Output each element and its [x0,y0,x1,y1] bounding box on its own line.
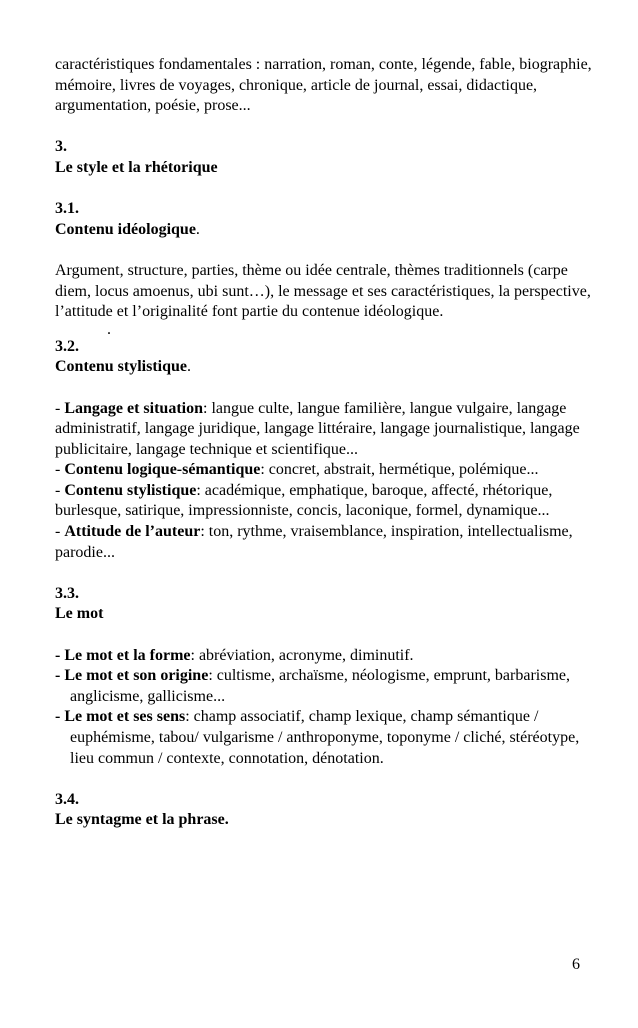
list-item: - Le mot et son origine: cultisme, archaïsme, néologisme, emprunt, barbarisme, anglicisme, gallicisme... [55,667,570,705]
section-3-number: 3. [55,138,67,156]
stray-dot: . [107,320,111,338]
section-3-3-title: Le mot [55,605,104,623]
list-item: - Contenu logique-sémantique: concret, abstrait, hermétique, polémique... [55,461,539,479]
section-3-1-title: Contenu idéologique. [55,220,200,238]
list-item: - Attitude de l’auteur: ton, rythme, vraisemblance, inspiration, intellectualisme, parodie... [55,523,573,561]
section-3-4-number: 3.4. [55,790,79,808]
page-number: 6 [572,956,580,973]
section-3-3-number: 3.3. [55,584,79,602]
section-3-4-title: Le syntagme et la phrase. [55,811,229,829]
list-item: - Contenu stylistique: académique, emphatique, baroque, affecté, rhétorique, burlesque, satirique, impressionniste, concis, laconique, formel, dynamique... [55,481,553,520]
list-item: - Le mot et ses sens: champ associatif, champ lexique, champ sémantique / euphémisme, tabou/ vulgarisme / anthroponyme, toponyme / cliché, stéréotype, lieu commun / contexte, connotation, dénotation. [55,708,580,767]
section-3-2-number: 3.2. [55,337,79,355]
page-content [55,55,595,831]
list-item: - Langage et situation: langue culte, langue familière, langue vulgaire, langage administratif, langage juridique, langage littéraire, langage journalistique, langage publicitaire, langage technique et scientifique... [55,399,580,458]
list-item: - Le mot et la forme: abréviation, acronyme, diminutif. [55,646,414,664]
section-3-1-number: 3.1. [55,200,79,218]
section-3-1-body: Argument, structure, parties, thème ou idée centrale, thèmes traditionnels (carpe diem, locus amoenus, ubi sunt…), le message et ses caractéristiques, la perspective, l’attitude et l’originalité font partie du contenue idéologique. [55,261,591,321]
section-3-2-title: Contenu stylistique. [55,358,192,376]
section-3-title: Le style et la rhétorique [55,158,218,176]
intro-paragraph: caractéristiques fondamentales : narration, roman, conte, légende, fable, biographie, mémoire, livres de voyages, chronique, article de journal, essai, didactique, argumentation, poésie, prose... [55,56,592,115]
